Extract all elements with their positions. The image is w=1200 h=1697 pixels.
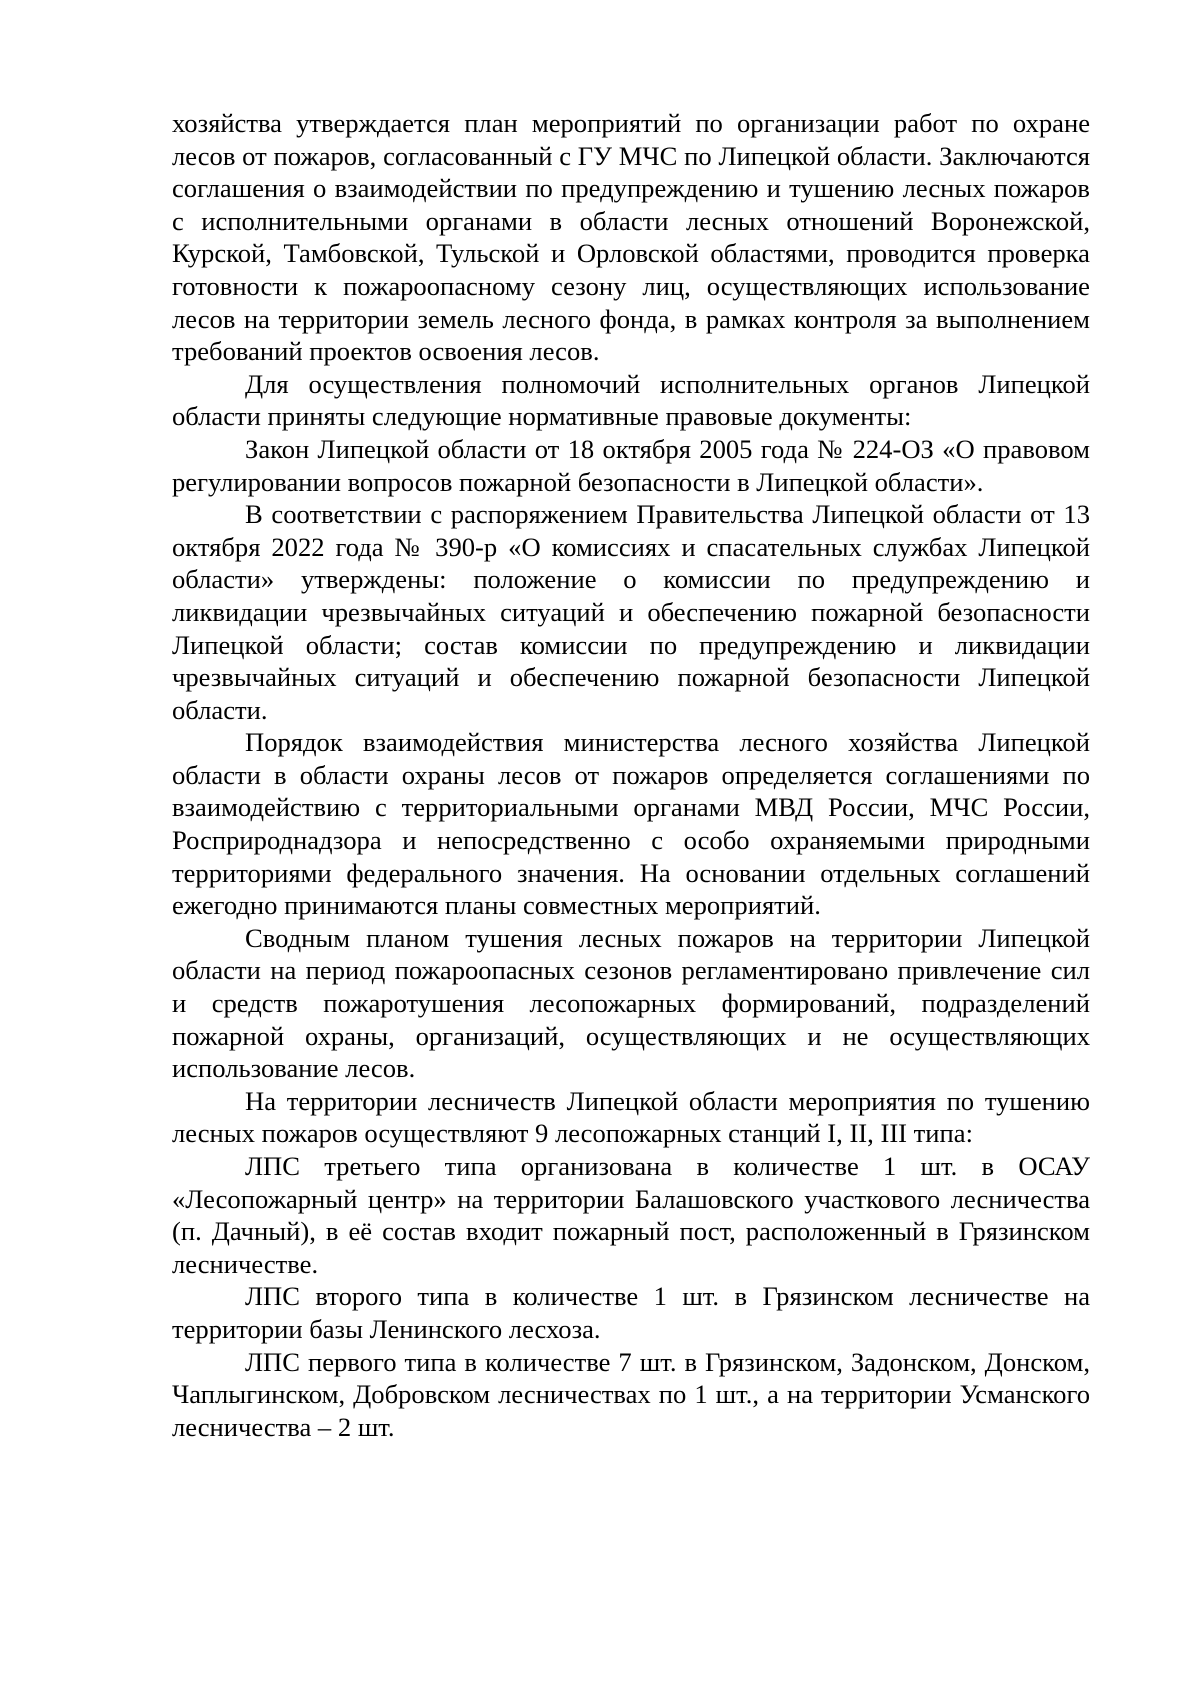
- paragraph-regional-law: Закон Липецкой области от 18 октября 2005 года № 224-ОЗ «О правовом регулировании вопросов пожарной безопасности в Липецкой области».: [172, 433, 1090, 497]
- paragraph-type-one-stations: ЛПС первого типа в количестве 7 шт. в Грязинском, Задонском, Донском, Чаплыгинском, Добровском лесничествах по 1 шт., а на территории Усманского лесничества – 2 шт.: [172, 1346, 1090, 1442]
- paragraph-type-three-station: ЛПС третьего типа организована в количестве 1 шт. в ОСАУ «Лесопожарный центр» на территории Балашовского участкового лесничества (п. Дачный), в её состав входит пожарный пост, расположенный в Грязинском лесничестве.: [172, 1151, 1090, 1279]
- paragraph-type-two-station: ЛПС второго типа в количестве 1 шт. в Грязинском лесничестве на территории базы Ленинского лесхоза.: [172, 1281, 1090, 1344]
- paragraph-fire-stations: На территории лесничеств Липецкой области мероприятия по тушению лесных пожаров осуществляют 9 лесопожарных станций I, II, III типа:: [172, 1085, 1090, 1149]
- paragraph-forest-fire-plan: хозяйства утверждается план мероприятий по организации работ по охране лесов от пожаров, согласованный с ГУ МЧС по Липецкой области. Заключаются соглашения о взаимодействии по предупреждению и тушению лесных пожаров с исполнительными органами в области лесных отношений Воронежской, Курской, Тамбовской, Тульской и Орловской областями, проводится проверка готовности к пожароопасному сезону лиц, осуществляющих использование лесов на территории земель лесного фонда, в рамках контроля за выполнением требований проектов освоения лесов.: [172, 108, 1090, 367]
- paragraph-cooperation-order: Порядок взаимодействия министерства лесного хозяйства Липецкой области в области охраны лесов от пожаров определяется соглашениями по взаимодействию с территориальными органами МВД России, МЧС России, Росприроднадзора и непосредственно с особо охраняемыми природными территориями федерального значения. На основании отдельных соглашений ежегодно принимаются планы совместных мероприятий.: [172, 727, 1090, 921]
- document-page: [172, 107, 1090, 1627]
- paragraph-regulatory-documents: Для осуществления полномочий исполнительных органов Липецкой области приняты следующие нормативные правовые документы:: [172, 368, 1090, 432]
- paragraph-government-order: В соответствии с распоряжением Правительства Липецкой области от 13 октября 2022 года № 390-р «О комиссиях и спасательных службах Липецкой области» утверждены: положение о комиссии по предупреждению и ликвидации чрезвычайных ситуаций и обеспечению пожарной безопасности Липецкой области; состав комиссии по предупреждению и ликвидации чрезвычайных ситуаций и обеспечению пожарной безопасности Липецкой области.: [172, 499, 1090, 725]
- paragraph-consolidated-plan: Сводным планом тушения лесных пожаров на территории Липецкой области на период пожароопасных сезонов регламентировано привлечение сил и средств пожаротушения лесопожарных формирований, подразделений пожарной охраны, организаций, осуществляющих и не осуществляющих использование лесов.: [172, 922, 1090, 1084]
